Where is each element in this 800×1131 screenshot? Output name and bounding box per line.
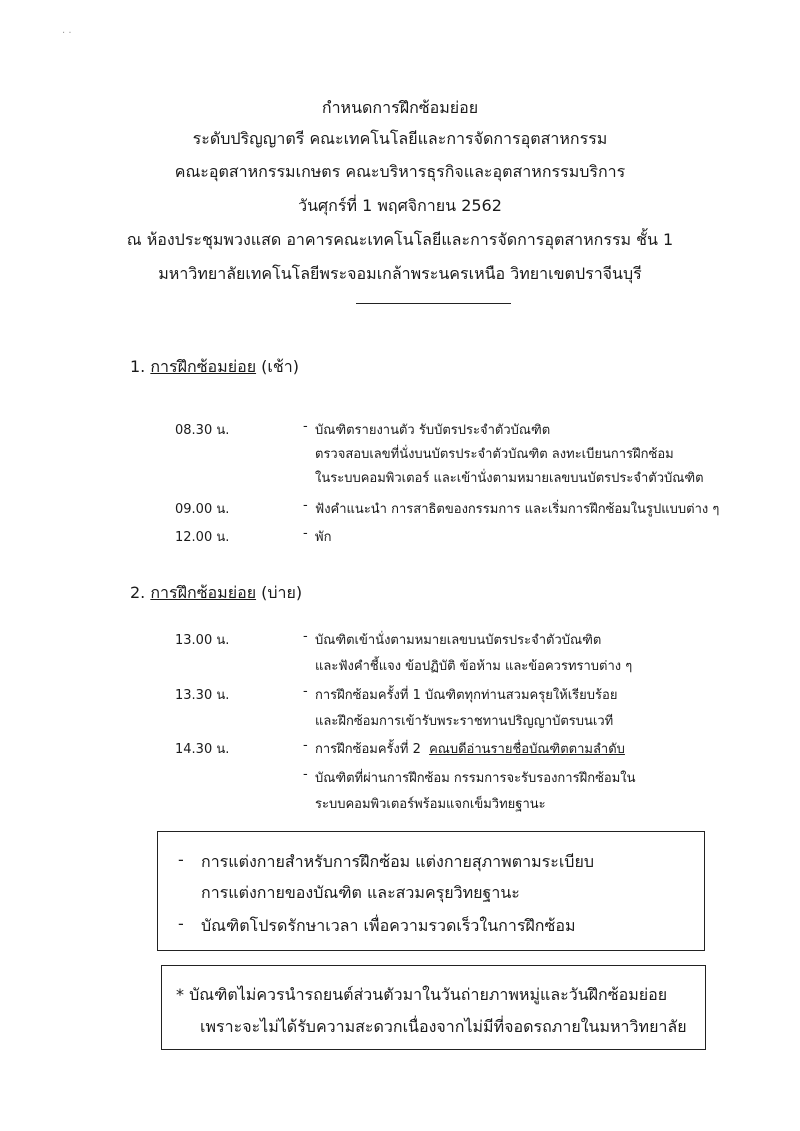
bullet-dash: - xyxy=(303,526,308,541)
schedule-time: 13.00 น. xyxy=(175,633,230,648)
schedule-text: และฟังคำชี้แจง ข้อปฏิบัติ ข้อห้าม และข้อควรทราบต่าง ๆ xyxy=(315,659,633,674)
schedule-text: และฝึกซ้อมการเข้ารับพระราชทานปริญญาบัตรบนเวที xyxy=(315,714,614,729)
parking-warning-text: * บัณฑิตไม่ควรนำรถยนต์ส่วนตัวมาในวันถ่ายภาพหมู่และวันฝึกซ้อมย่อย xyxy=(176,985,668,1004)
schedule-time: 09.00 น. xyxy=(175,502,230,517)
schedule-text: ตรวจสอบเลขที่นั่งบนบัตรประจำตัวบัณฑิต ลงทะเบียนการฝึกซ้อม xyxy=(315,447,674,462)
schedule-text: บัณฑิตรายงานตัว รับบัตรประจำตัวบัณฑิต xyxy=(315,423,551,438)
scan-mark: · · xyxy=(62,28,72,39)
schedule-text: ระบบคอมพิวเตอร์พร้อมแจกเข็มวิทยฐานะ xyxy=(315,797,546,812)
dress-code-text: การแต่งกายสำหรับการฝึกซ้อม แต่งกายสุภาพตามระเบียบ xyxy=(201,852,594,871)
bullet-dash: - xyxy=(303,684,308,699)
schedule-text: ในระบบคอมพิวเตอร์ และเข้านั่งตามหมายเลขบนบัตรประจำตัวบัณฑิต xyxy=(315,471,704,486)
section-afternoon-heading xyxy=(130,581,302,606)
header-divider xyxy=(356,303,511,304)
bullet-dash: - xyxy=(303,419,308,434)
schedule-text: บัณฑิตที่ผ่านการฝึกซ้อม กรรมการจะรับรองการฝึกซ้อมใน xyxy=(315,771,636,786)
doc-title: กำหนดการฝึกซ้อมย่อย xyxy=(321,98,479,117)
parking-warning-text: เพราะจะไม่ได้รับความสะดวกเนื่องจากไม่มีที่จอดรถภายในมหาวิทยาลัย xyxy=(200,1017,687,1036)
section-number: 1. xyxy=(130,357,146,376)
dress-code-text: การแต่งกายของบัณฑิต และสวมครุยวิทยฐานะ xyxy=(201,883,520,902)
schedule-text-prefix: การฝึกซ้อมครั้งที่ 2 xyxy=(315,742,421,757)
section-period: (เช้า) xyxy=(261,357,299,376)
doc-subtitle-faculties: คณะอุตสาหกรรมเกษตร คณะบริหารธุรกิจและอุตสาหกรรมบริการ xyxy=(174,162,626,181)
bullet-dash: - xyxy=(178,850,184,869)
section-number: 2. xyxy=(130,583,146,602)
bullet-dash: - xyxy=(303,738,308,753)
bullet-dash: - xyxy=(303,629,308,644)
doc-date: วันศุกร์ที่ 1 พฤศจิกายน 2562 xyxy=(298,196,502,215)
section-period: (บ่าย) xyxy=(261,583,303,602)
schedule-time: 14.30 น. xyxy=(175,742,230,757)
schedule-time: 12.00 น. xyxy=(175,530,230,545)
bullet-dash: - xyxy=(178,914,184,933)
schedule-text: การฝึกซ้อมครั้งที่ 1 บัณฑิตทุกท่านสวมครุยให้เรียบร้อย xyxy=(315,688,618,703)
schedule-time: 13.30 น. xyxy=(175,688,230,703)
bullet-dash: - xyxy=(303,767,308,782)
doc-subtitle-level: ระดับปริญญาตรี คณะเทคโนโลยีและการจัดการอุตสาหกรรม xyxy=(192,129,608,148)
schedule-text xyxy=(315,738,625,759)
schedule-text: บัณฑิตเข้านั่งตามหมายเลขบนบัตรประจำตัวบัณฑิต xyxy=(315,633,602,648)
section-title: การฝึกซ้อมย่อย xyxy=(150,583,257,602)
doc-venue: ณ ห้องประชุมพวงแสด อาคารคณะเทคโนโลยีและการจัดการอุตสาหกรรม ชั้น 1 xyxy=(126,230,674,249)
schedule-text: ฟังคำแนะนำ การสาธิตของกรรมการ และเริ่มการฝึกซ้อมในรูปแบบต่าง ๆ xyxy=(315,502,720,517)
section-morning-heading xyxy=(130,355,299,380)
bullet-dash: - xyxy=(303,498,308,513)
punctuality-text: บัณฑิตโปรดรักษาเวลา เพื่อความรวดเร็วในการฝึกซ้อม xyxy=(201,916,576,935)
schedule-text-emphasis: คณบดีอ่านรายชื่อบัณฑิตตามลำดับ xyxy=(429,742,625,757)
schedule-time: 08.30 น. xyxy=(175,423,230,438)
doc-university: มหาวิทยาลัยเทคโนโลยีพระจอมเกล้าพระนครเหนือ วิทยาเขตปราจีนบุรี xyxy=(158,264,642,283)
schedule-text: พัก xyxy=(315,530,332,545)
section-title: การฝึกซ้อมย่อย xyxy=(150,357,257,376)
